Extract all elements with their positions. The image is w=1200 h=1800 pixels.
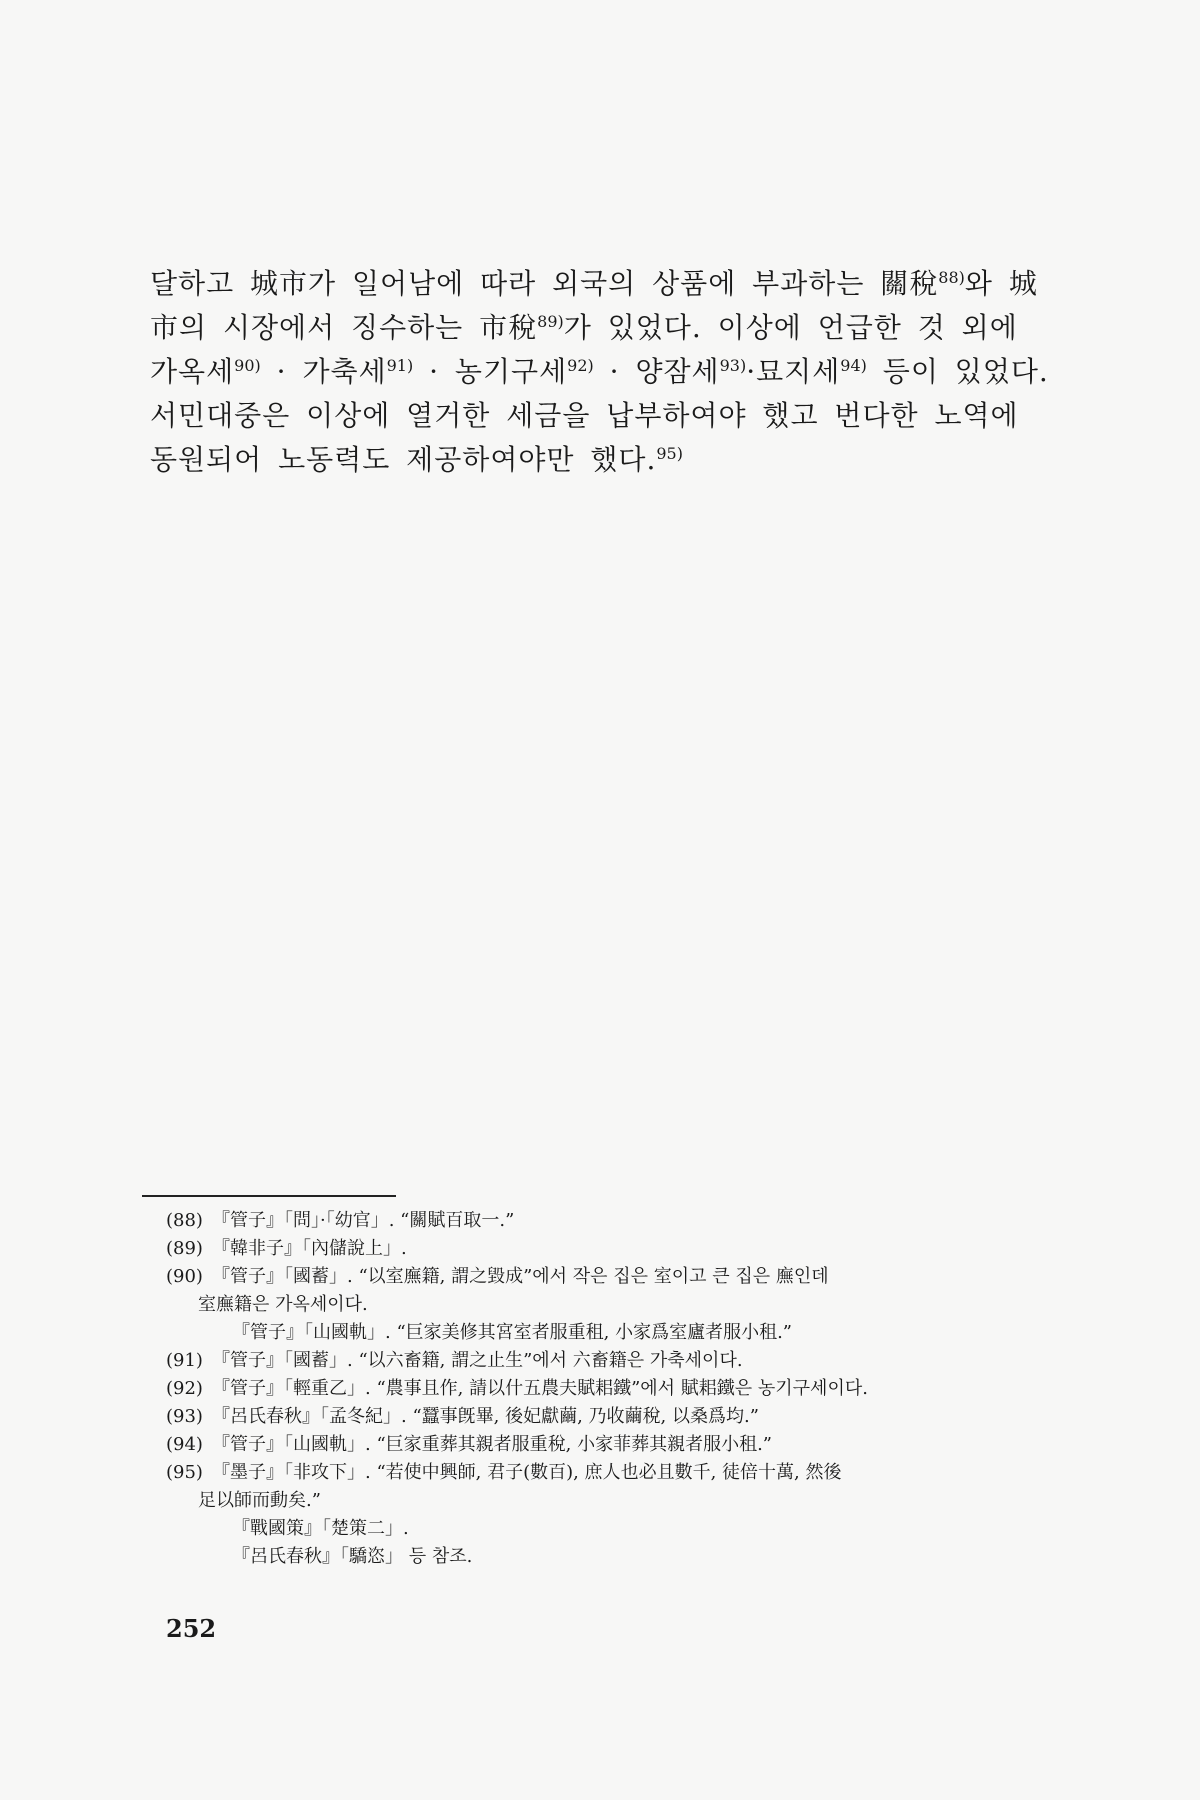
body-text: 서민대중은 이상에 열거한 세금을 납부하여야 했고 번다한 노역에 (150, 399, 1019, 432)
body-text: 달하고 城市가 일어남에 따라 외국의 상품에 부과하는 關稅 (150, 267, 939, 300)
footnote-number: (89) (166, 1238, 203, 1259)
body-line-2 (150, 306, 1018, 350)
body-paragraph (150, 262, 1049, 482)
body-text: 가옥세 (150, 355, 235, 388)
body-text: 와 城 (964, 267, 1038, 300)
footnote-89 (166, 1235, 1002, 1263)
footnote-text: 室廡籍은 가옥세이다. (198, 1294, 368, 1315)
footnote-95-extra-citation-1 (166, 1515, 1002, 1543)
footnote-text: 『管子』「輕重乙」. “農事且作, 請以什五農夫賦耜鐵”에서 賦耜鐵은 농기구세이다. (212, 1378, 868, 1399)
footnote-90 (166, 1263, 1002, 1291)
footnote-number: (90) (166, 1266, 203, 1287)
footnote-92 (166, 1375, 1002, 1403)
body-text: · 가축세 (260, 355, 387, 388)
footnote-number: (92) (166, 1378, 203, 1399)
body-text: ·묘지세 (746, 355, 841, 388)
footnote-88 (166, 1207, 1002, 1235)
footnote-90-extra-citation (166, 1319, 1002, 1347)
footnote-ref: 93) (719, 356, 747, 375)
footnote-text: 『管子』「問」·「幼官」. “關賦百取一.” (212, 1210, 515, 1231)
footnote-text: 『管子』「山國軌」. “巨家重葬其親者服重稅, 小家菲葬其親者服小租.” (212, 1434, 773, 1455)
footnote-text: 『戰國策』「楚策二」. (232, 1518, 409, 1539)
footnote-ref: 89) (537, 312, 564, 331)
footnote-93 (166, 1403, 1002, 1431)
body-line-3 (150, 350, 1049, 394)
footnote-95 (166, 1459, 1002, 1487)
footnote-91 (166, 1347, 1002, 1375)
footnote-number: (88) (166, 1210, 203, 1231)
footnote-ref: 88) (938, 268, 965, 287)
footnote-number: (93) (166, 1406, 203, 1427)
body-line-4 (150, 394, 1019, 438)
footnote-text: 足以師而動矣.” (198, 1490, 321, 1511)
footnote-number: (95) (166, 1462, 203, 1483)
page-number: 252 (166, 1614, 217, 1643)
footnote-ref: 95) (656, 444, 683, 463)
footnote-text: 『管子』「山國軌」. “巨家美修其宮室者服重租, 小家爲室廬者服小租.” (232, 1322, 793, 1343)
footnote-number: (94) (166, 1434, 203, 1455)
footnote-text: 『管子』「國蓄」. “以六畜籍, 謂之止生”에서 六畜籍은 가축세이다. (212, 1350, 743, 1371)
footnote-text: 『墨子』「非攻下」. “若使中興師, 君子(數百), 庶人也必且數千, 徒倍十萬, 然後 (212, 1462, 842, 1483)
body-line-1 (150, 262, 1038, 306)
body-text: · 양잠세 (593, 355, 720, 388)
footnote-ref: 94) (840, 356, 867, 375)
body-line-5 (150, 438, 1002, 482)
footnotes (166, 1207, 1002, 1571)
footnote-ref: 90) (234, 356, 261, 375)
footnote-95-extra-citation-2 (166, 1543, 1002, 1571)
body-text: 市의 시장에서 징수하는 市稅 (150, 311, 538, 344)
footnote-90-continuation (166, 1291, 1002, 1319)
body-text: 동원되어 노동력도 제공하여야만 했다. (150, 443, 657, 476)
body-text: 등이 있었다. (866, 355, 1049, 388)
footnote-text: 『呂氏春秋』「孟冬紀」. “蠶事旣畢, 後妃獻繭, 乃收繭稅, 以桑爲均.” (212, 1406, 759, 1427)
footnote-text: 『管子』「國蓄」. “以室廡籍, 謂之毀成”에서 작은 집은 室이고 큰 집은 廡인데 (212, 1266, 829, 1287)
footnote-95-continuation (166, 1487, 1002, 1515)
footnote-ref: 91) (386, 356, 414, 375)
footnote-divider (142, 1195, 396, 1197)
footnote-94 (166, 1431, 1002, 1459)
footnote-text: 『呂氏春秋』「驕恣」 등 참조. (232, 1546, 473, 1567)
body-text: 가 있었다. 이상에 언급한 것 외에 (563, 311, 1018, 344)
body-text: · 농기구세 (413, 355, 568, 388)
footnote-number: (91) (166, 1350, 203, 1371)
footnote-ref: 92) (567, 356, 594, 375)
footnote-text: 『韓非子』「內儲說上」. (212, 1238, 407, 1259)
